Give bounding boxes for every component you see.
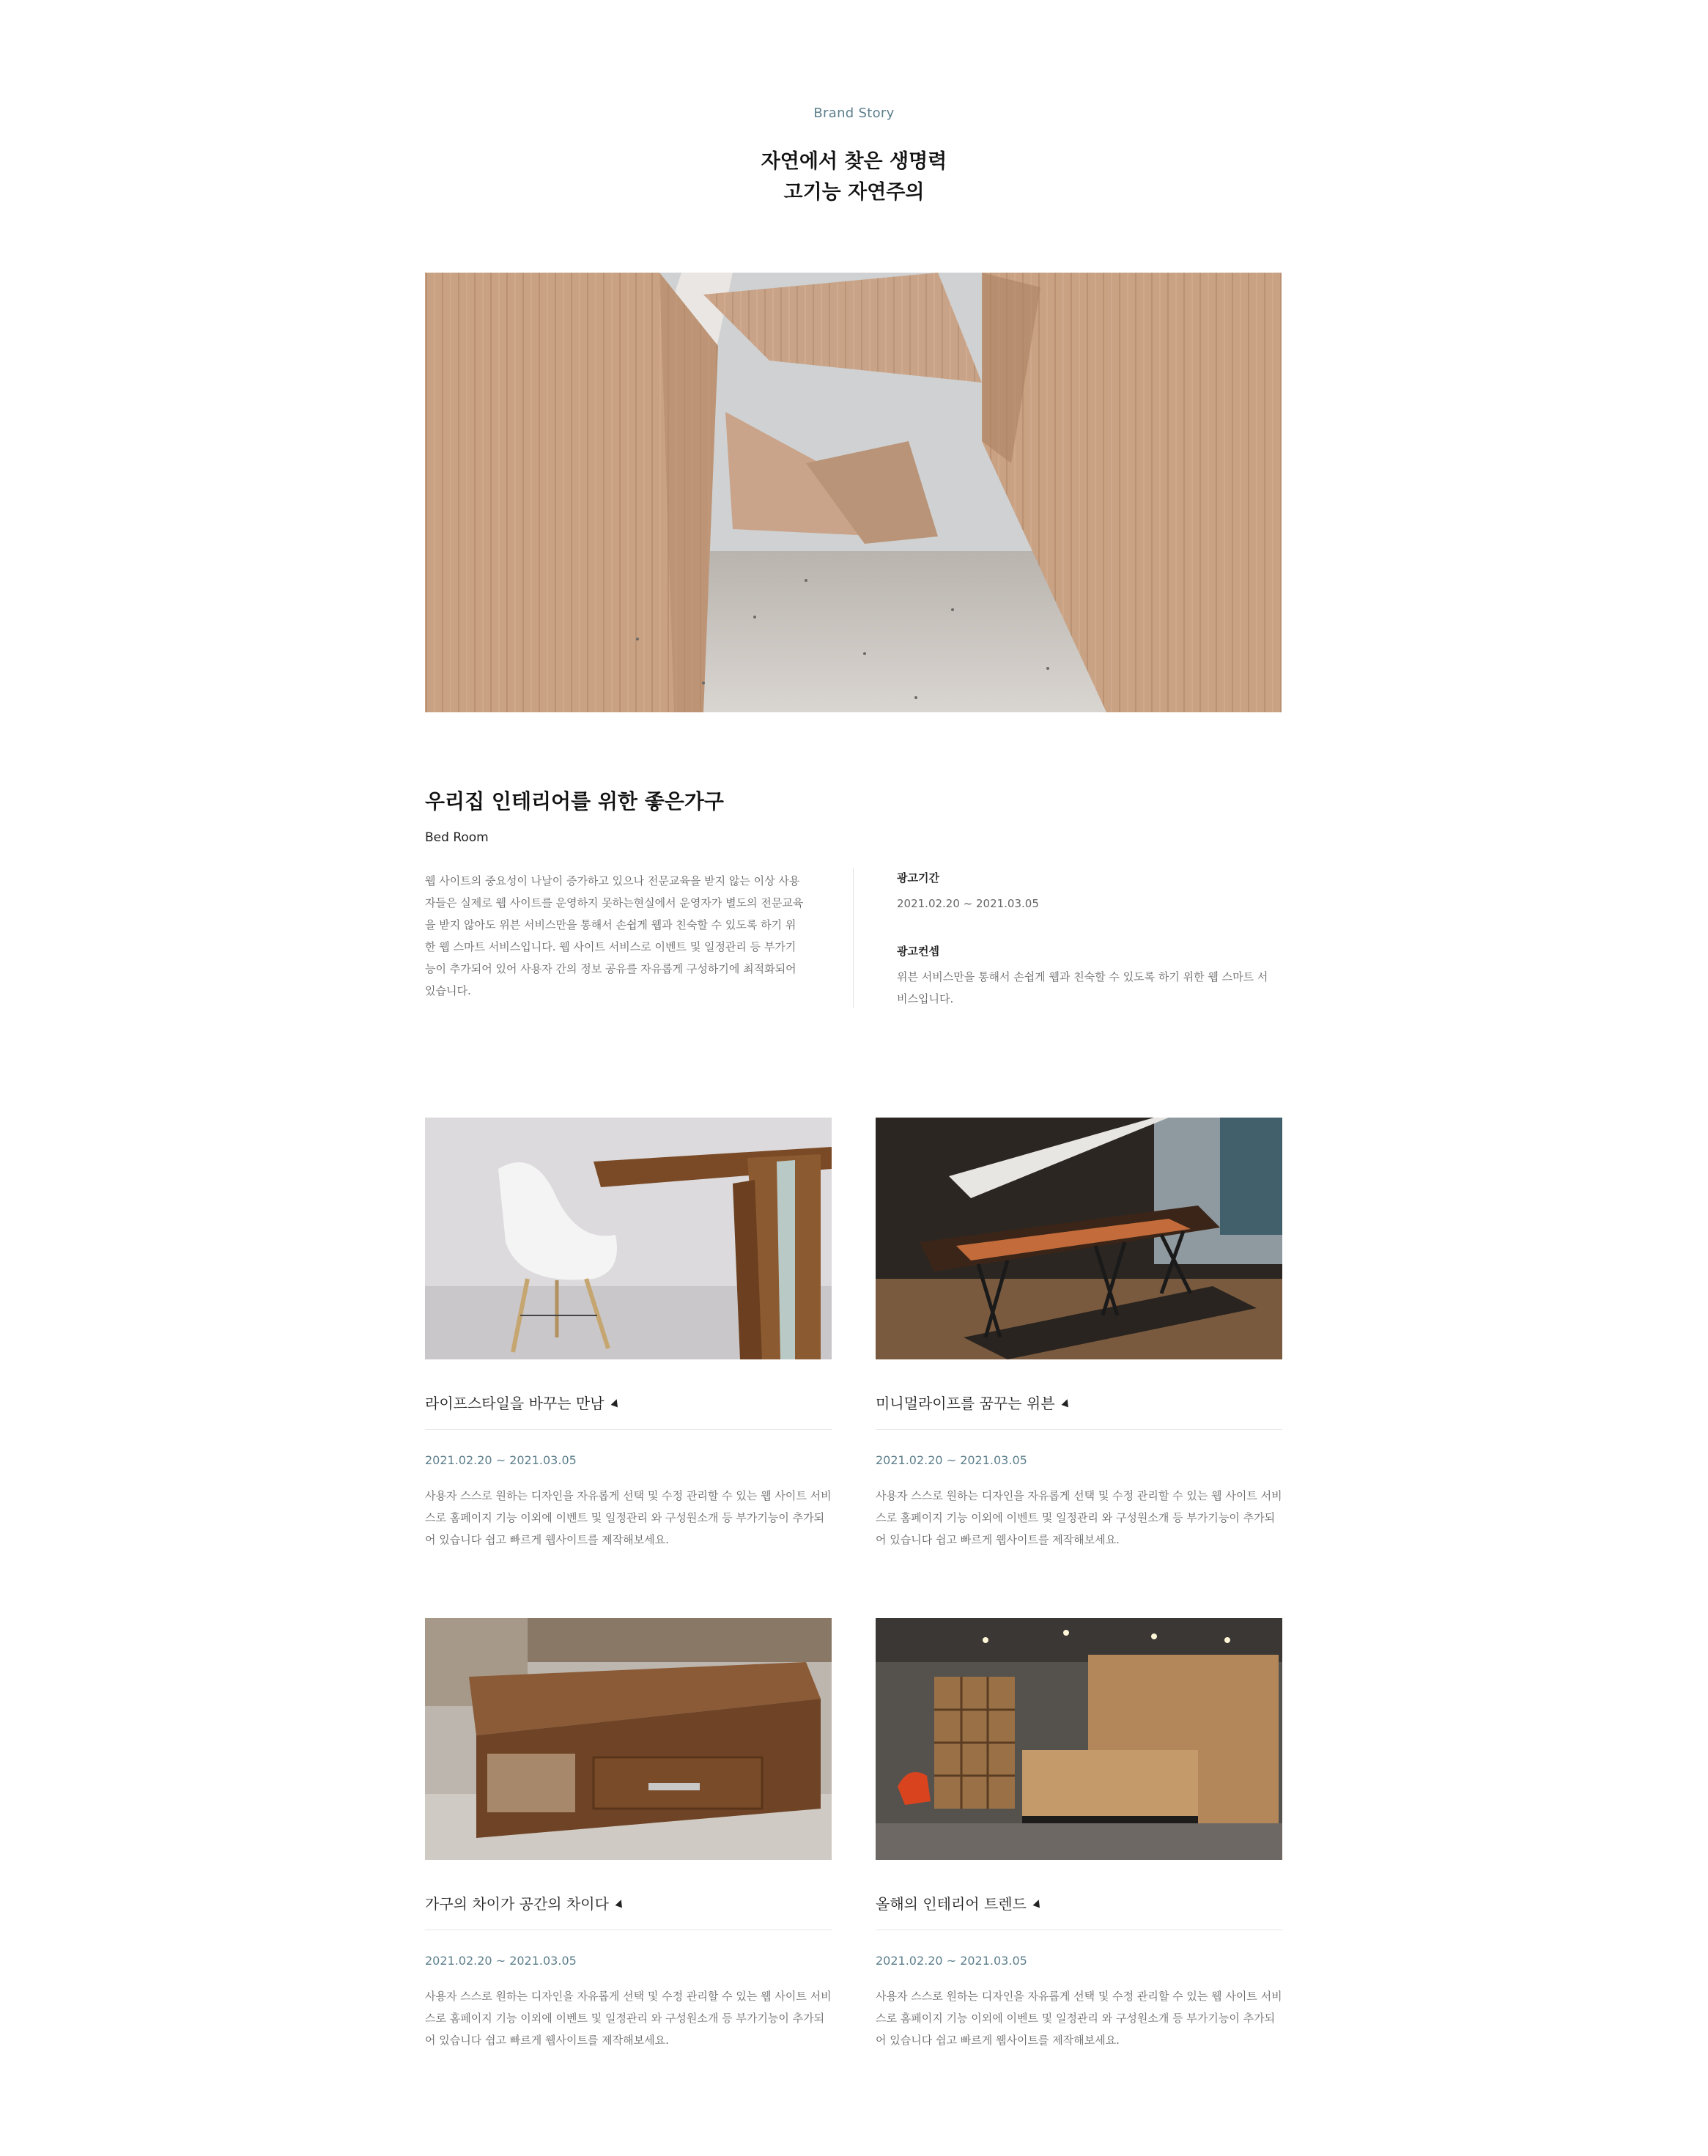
card-image-desk-chair[interactable]	[425, 1118, 832, 1359]
card-title-text[interactable]: 라이프스타일을 바꾸는 만남	[425, 1395, 605, 1412]
card-title[interactable]	[425, 1892, 832, 1913]
info-period-label: 광고기간	[897, 871, 939, 885]
info-concept-label: 광고컨셉	[897, 945, 939, 958]
arrow-icon	[615, 1898, 625, 1908]
arrow-icon	[1033, 1898, 1043, 1908]
arrow-icon	[1061, 1398, 1071, 1407]
intro-subtitle: Bed Room	[425, 830, 489, 845]
card-item[interactable]	[425, 1618, 832, 2051]
page-title	[0, 147, 1708, 208]
intro-title: 우리집 인테리어를 위한 좋은가구	[425, 789, 724, 813]
page-title-line1: 자연에서 찾은 생명력	[761, 150, 947, 173]
card-image-lobby[interactable]	[876, 1618, 1282, 1860]
info-concept	[897, 943, 1278, 1010]
card-date: 2021.02.20 ~ 2021.03.05	[425, 1453, 577, 1467]
card-title-text[interactable]: 올해의 인테리어 트렌드	[876, 1895, 1027, 1913]
card-description: 사용자 스스로 원하는 디자인을 자유롭게 선택 및 수정 관리할 수 있는 웹 사이트 서비스로 홈페이지 기능 이외에 이벤트 및 일정관리 와 구성원소개 등 부가기능이 추가되어 있습니다 쉽고 빠르게 웹사이트를 제작해보세요.	[425, 1990, 832, 2047]
card-title[interactable]	[425, 1392, 832, 1413]
page-title-line2: 고기능 자연주의	[783, 181, 925, 204]
card-date: 2021.02.20 ~ 2021.03.05	[876, 1954, 1027, 1968]
intro-divider	[853, 868, 854, 1008]
arrow-icon	[610, 1398, 620, 1407]
card-title-text[interactable]: 가구의 차이가 공간의 차이다	[425, 1895, 609, 1913]
card-item[interactable]	[425, 1118, 832, 1551]
card-divider	[425, 1429, 832, 1430]
card-description: 사용자 스스로 원하는 디자인을 자유롭게 선택 및 수정 관리할 수 있는 웹 사이트 서비스로 홈페이지 기능 이외에 이벤트 및 일정관리 와 구성원소개 등 부가기능이 추가되어 있습니다 쉽고 빠르게 웹사이트를 제작해보세요.	[425, 1489, 832, 1546]
card-title-text[interactable]: 미니멀라이프를 꿈꾸는 위븐	[876, 1395, 1055, 1412]
card-image-epoxy-table[interactable]	[876, 1118, 1282, 1359]
card-item[interactable]	[876, 1118, 1282, 1551]
section-eyebrow: Brand Story	[813, 106, 895, 121]
info-period	[897, 870, 1278, 915]
card-title[interactable]	[876, 1892, 1282, 1913]
info-period-value: 2021.02.20 ~ 2021.03.05	[897, 897, 1039, 910]
card-title[interactable]	[876, 1392, 1282, 1413]
card-description: 사용자 스스로 원하는 디자인을 자유롭게 선택 및 수정 관리할 수 있는 웹 사이트 서비스로 홈페이지 기능 이외에 이벤트 및 일정관리 와 구성원소개 등 부가기능이 추가되어 있습니다 쉽고 빠르게 웹사이트를 제작해보세요.	[876, 1990, 1282, 2047]
card-date: 2021.02.20 ~ 2021.03.05	[876, 1453, 1027, 1467]
card-item[interactable]	[876, 1618, 1282, 2051]
hero-image	[425, 273, 1282, 712]
card-image-coffee-table[interactable]	[425, 1618, 832, 1860]
info-concept-value: 위븐 서비스만을 통해서 손쉽게 웹과 친숙할 수 있도록 하기 위한 웹 스마트 서비스입니다.	[897, 970, 1268, 1005]
card-divider	[876, 1429, 1282, 1430]
card-date: 2021.02.20 ~ 2021.03.05	[425, 1954, 577, 1968]
intro-description: 웹 사이트의 중요성이 나날이 증가하고 있으나 전문교육을 받지 않는 이상 사용자들은 실제로 웹 사이트를 운영하지 못하는현실에서 운영자가 별도의 전문교육을 받지 않아도 위븐 서비스만을 통해서 손쉽게 웹과 친숙할 수 있도록 하기 위한 웹 스마트 서비스입니다. 웹 사이트 서비스로 이벤트 및 일정관리 등 부가기능이 추가되어 있어 사용자 간의 정보 공유를 자유롭게 구성하기에 최적화되어 있습니다.	[425, 874, 804, 997]
card-description: 사용자 스스로 원하는 디자인을 자유롭게 선택 및 수정 관리할 수 있는 웹 사이트 서비스로 홈페이지 기능 이외에 이벤트 및 일정관리 와 구성원소개 등 부가기능이 추가되어 있습니다 쉽고 빠르게 웹사이트를 제작해보세요.	[876, 1489, 1282, 1546]
